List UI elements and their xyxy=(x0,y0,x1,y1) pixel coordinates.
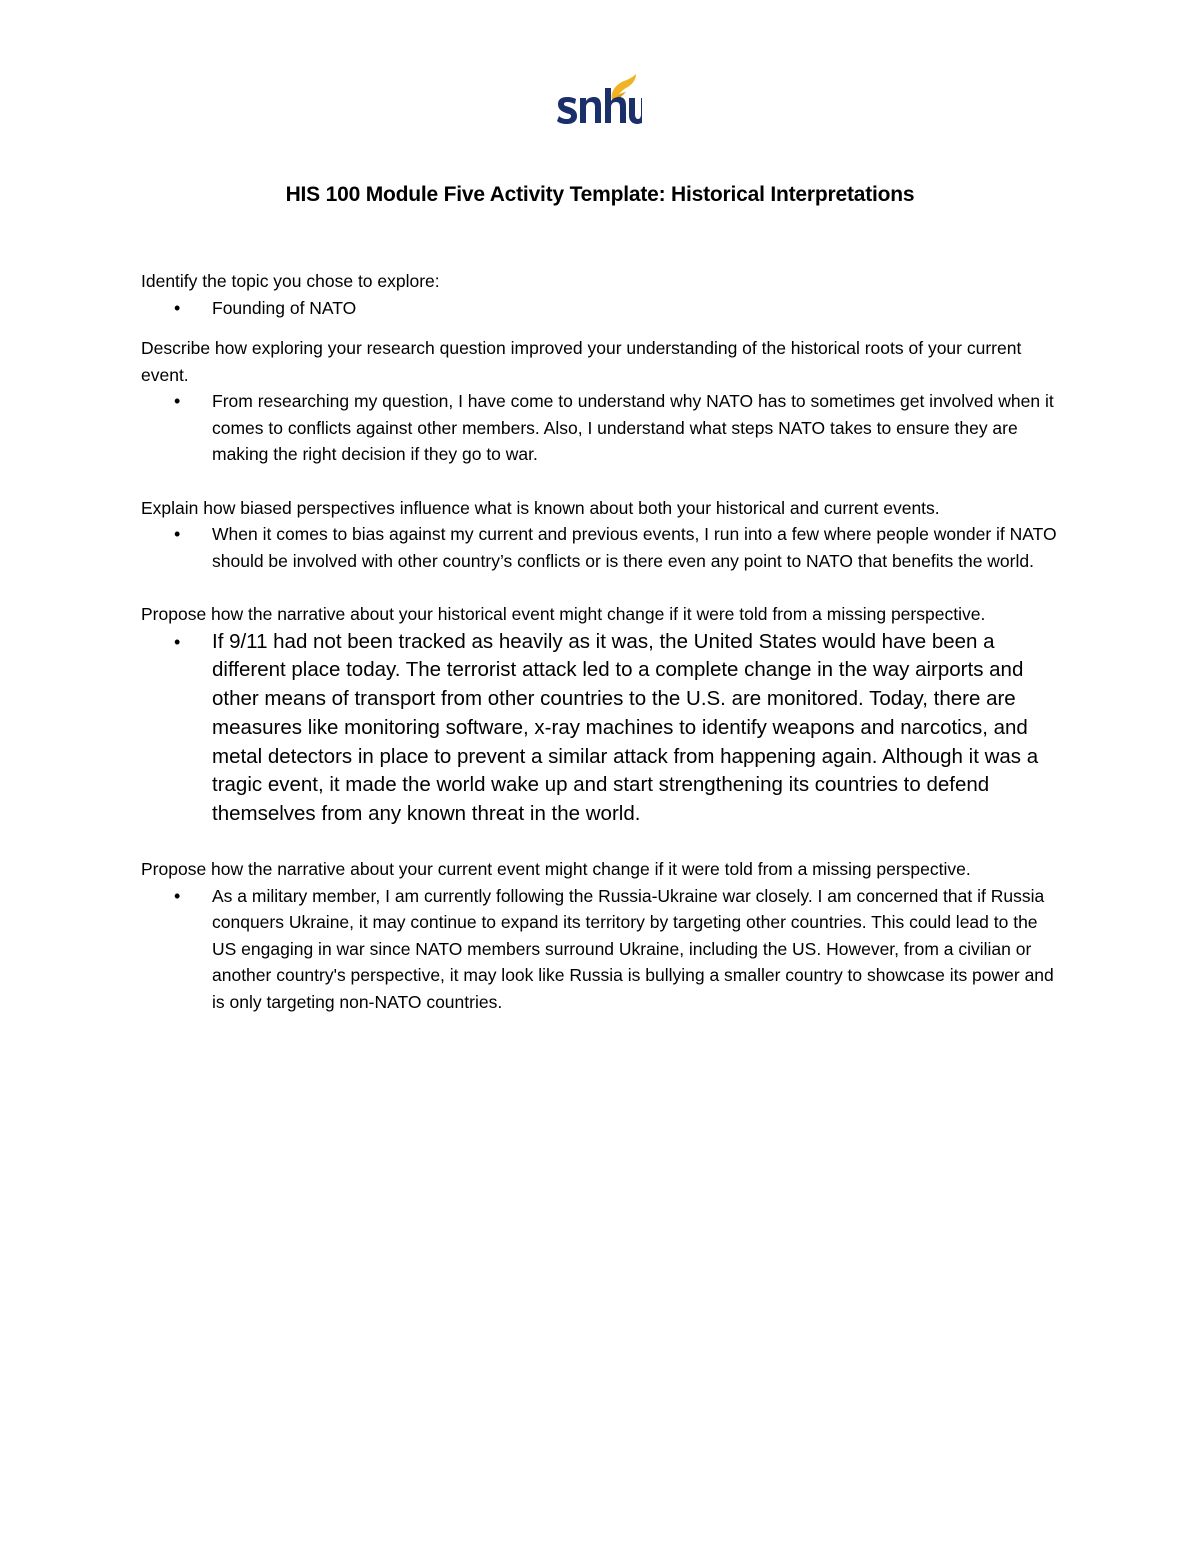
flame-icon xyxy=(612,74,636,101)
prompt-research-question: Describe how exploring your research question improved your understanding of the historical roots of your current event. xyxy=(141,338,1022,385)
bullet-icon: • xyxy=(174,631,181,652)
logo-letters xyxy=(557,88,642,124)
answer-text: When it comes to bias against my current and previous events, I run into a few where people wonder if NATO should be involved with other country’s conflicts or is there even any point to NATO that benefits the world. xyxy=(212,524,1057,571)
bullet-icon: • xyxy=(174,391,181,411)
snhu-logo xyxy=(552,70,642,136)
answer-item xyxy=(141,388,1066,468)
prompt-topic: Identify the topic you chose to explore: xyxy=(141,271,440,291)
answer-text: If 9/11 had not been tracked as heavily as it was, the United States would have been a different place today. The terrorist attack led to a complete change in the way airports and other means of transport from other countries to the U.S. are monitored. Today, there are measures like monitoring software, x-ray machines to identify weapons and narcotics, and metal detectors in place to prevent a similar attack from happening again. Although it was a tragic event, it made the world wake up and start strengthening its countries to defend themselves from any known threat in the world. xyxy=(212,629,1039,826)
answer-list-research-question xyxy=(141,388,1066,468)
document-body xyxy=(141,268,1066,1015)
answer-text: Founding of NATO xyxy=(212,297,357,318)
answer-list-historical-missing-perspective xyxy=(141,628,1066,830)
answer-item xyxy=(141,295,1066,322)
answer-item xyxy=(141,883,1066,1016)
prompt-biased-perspectives: Explain how biased perspectives influence what is known about both your historical and current events. xyxy=(141,497,940,518)
bullet-icon: • xyxy=(174,524,181,544)
answer-list-biased-perspectives xyxy=(141,521,1066,574)
snhu-logo-graphic xyxy=(552,70,642,136)
bullet-icon: • xyxy=(174,885,181,906)
answer-item xyxy=(141,521,1066,574)
document-title: HIS 100 Module Five Activity Template: Historical Interpretations xyxy=(285,183,915,206)
answer-text: From researching my question, I have come to understand why NATO has to sometimes get involved when it comes to conflicts against other members. Also, I understand what steps NATO takes to ensure they are making the right decision if they go to war. xyxy=(212,391,1054,464)
answer-item xyxy=(141,628,1066,830)
answer-list-topic xyxy=(141,295,1066,322)
prompt-current-missing-perspective: Propose how the narrative about your current event might change if it were told from a missing perspective. xyxy=(141,859,971,880)
bullet-icon: • xyxy=(174,297,181,318)
answer-text: As a military member, I am currently following the Russia-Ukraine war closely. I am concerned that if Russia conquers Ukraine, it may continue to expand its territory by targeting other countries. This could lead to the US engaging in war since NATO members surround Ukraine, including the US. However, from a civilian or another country's perspective, it may look like Russia is bullying a smaller country to showcase its power and is only targeting non-NATO countries. xyxy=(212,885,1054,1012)
answer-list-current-missing-perspective xyxy=(141,883,1066,1016)
prompt-historical-missing-perspective: Propose how the narrative about your historical event might change if it were told from a missing perspective. xyxy=(141,604,986,624)
